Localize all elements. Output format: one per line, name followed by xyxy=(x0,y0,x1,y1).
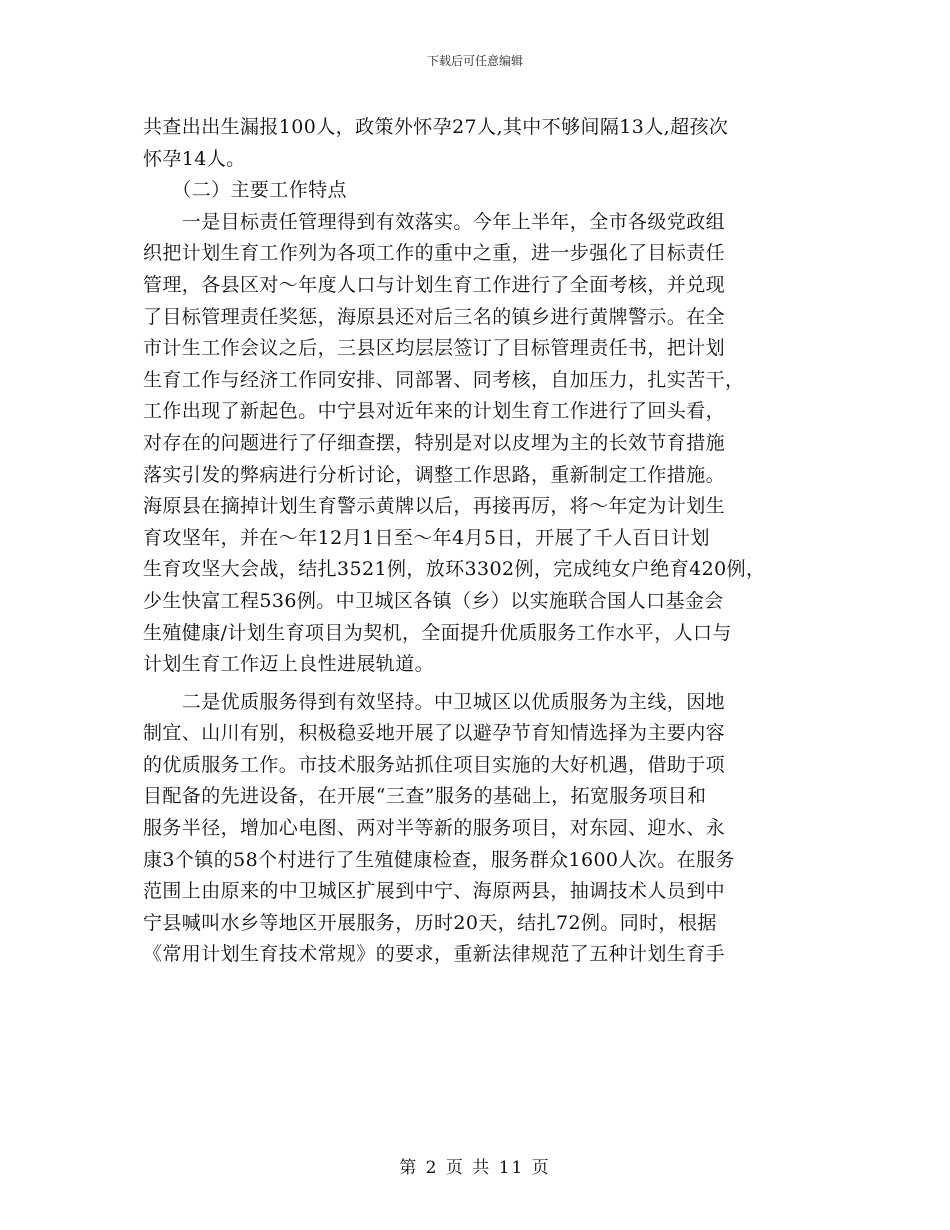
text-line: 《常用计划生育技术常规》的要求，重新法律规范了五种计划生育手 xyxy=(143,943,726,966)
text-line: 共查出出生漏报100人，政策外怀孕27人,其中不够间隔13人,超孩次 xyxy=(143,116,729,138)
text-line: 怀孕14人。 xyxy=(143,147,246,170)
text-line: 对存在的问题进行了仔细查摆，特别是对以皮埋为主的长效节育措施 xyxy=(143,431,726,454)
text-line: 范围上由原来的中卫城区扩展到中宁、海原两县，抽调技术人员到中 xyxy=(143,880,726,903)
text-line: （二）主要工作特点 xyxy=(143,179,347,202)
text-line: 管理，各县区对～年度人口与计划生育工作进行了全面考核，并兑现 xyxy=(143,273,726,296)
text-line: 计划生育工作迈上良性进展轨道。 xyxy=(143,653,435,676)
page-header: 下载后可任意编辑 xyxy=(426,54,523,68)
text-line: 生育工作与经济工作同安排、同部署、同考核，自加压力，扎实苦干， xyxy=(143,368,745,391)
text-line: 落实引发的弊病进行分析讨论，调整工作思路，重新制定工作措施。 xyxy=(143,463,726,486)
text-line: 织把计划生育工作列为各项工作的重中之重，进一步强化了目标责任 xyxy=(143,242,726,265)
text-line: 了目标管理责任奖惩，海原县还对后三名的镇乡进行黄牌警示。在全 xyxy=(143,305,726,328)
text-line: 市计生工作会议之后，三县区均层层签订了目标管理责任书，把计划 xyxy=(143,337,726,360)
text-line: 服务半径，增加心电图、两对半等新的服务项目，对东园、迎水、永 xyxy=(143,817,726,840)
text-line: 生殖健康/计划生育项目为契机，全面提升优质服务工作水平，人口与 xyxy=(143,621,732,644)
text-line: 育攻坚年，并在～年12月1日至～年4月5日，开展了千人百日计划 xyxy=(143,526,710,549)
document-body xyxy=(143,112,823,971)
text-line: 宁县喊叫水乡等地区开展服务，历时20天，结扎72例。同时，根据 xyxy=(143,911,717,934)
text-line: 目配备的先进设备，在开展“三查”服务的基础上，拓宽服务项目和 xyxy=(143,785,707,808)
text-line: 康3个镇的58个村进行了生殖健康检查，服务群众1600人次。在服务 xyxy=(143,848,735,871)
text-line: 一是目标责任管理得到有效落实。今年上半年，全市各级党政组 xyxy=(143,210,726,233)
text-line: 生育攻坚大会战，结扎3521例，放环3302例，完成纯女户绝育420例， xyxy=(143,558,766,581)
text-line: 二是优质服务得到有效坚持。中卫城区以优质服务为主线，因地 xyxy=(143,690,726,713)
text-line: 工作出现了新起色。中宁县对近年来的计划生育工作进行了回头看， xyxy=(143,400,726,423)
text-line: 的优质服务工作。市技术服务站抓住项目实施的大好机遇，借助于项 xyxy=(143,753,726,776)
text-line: 海原县在摘掉计划生育警示黄牌以后，再接再厉，将～年定为计划生 xyxy=(143,495,726,518)
text-line: 少生快富工程536例。中卫城区各镇（乡）以实施联合国人口基金会 xyxy=(143,589,724,612)
text-line: 制宜、山川有别，积极稳妥地开展了以避孕节育知情选择为主要内容 xyxy=(143,722,726,745)
page-footer: 第 2 页 共 11 页 xyxy=(399,1158,551,1178)
